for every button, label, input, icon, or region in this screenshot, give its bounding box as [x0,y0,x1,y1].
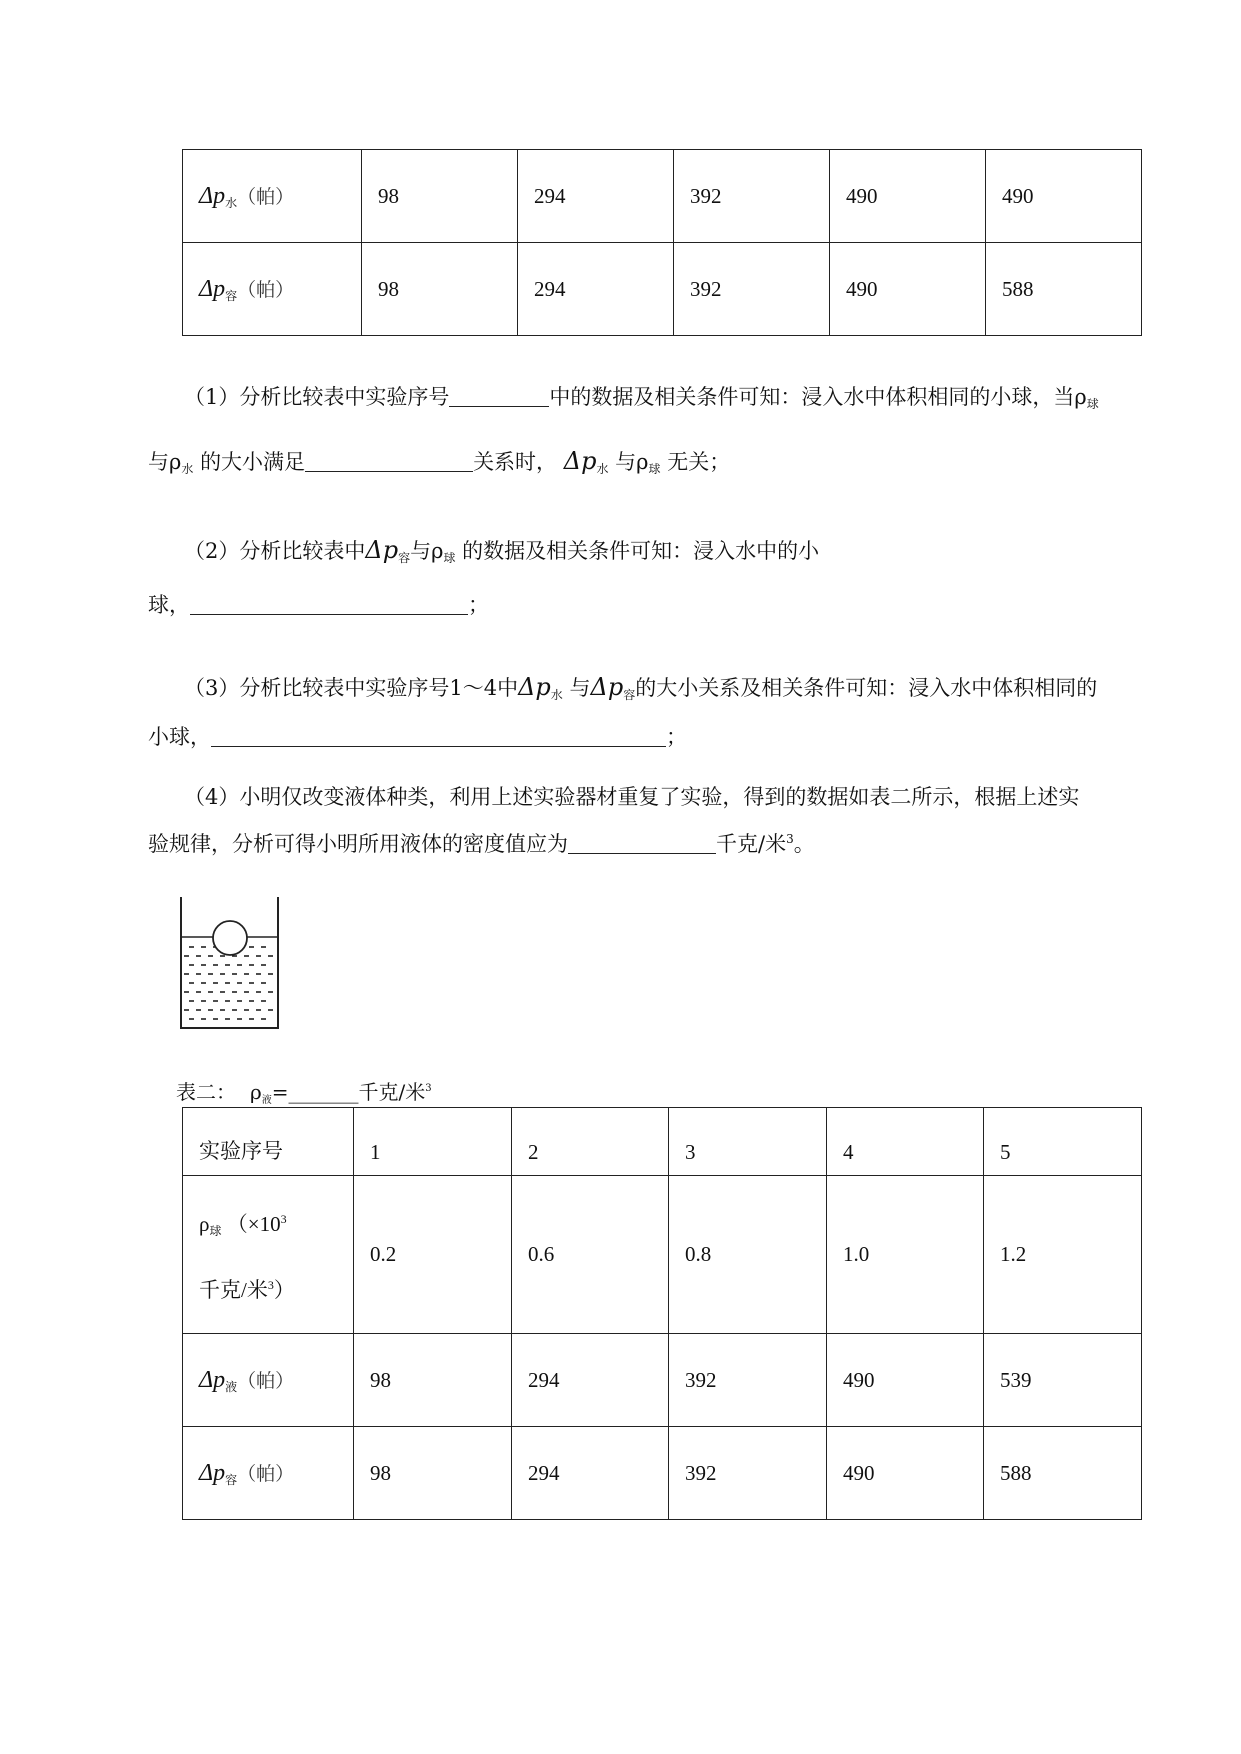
subscript: 容 [398,551,411,565]
superscript: 3 [425,1083,432,1094]
subscript: 球 [443,551,456,565]
question-1-line-1 [184,384,1184,417]
table-cell: 98 [354,1427,512,1520]
header-cell: 5 [984,1108,1142,1176]
q4-text: （4）小明仅改变液体种类，利用上述实验器材重复了实验，得到的数据如表二所示，根据上述实 [184,785,1080,809]
header-cell: 1 [354,1108,512,1176]
table-2 [182,1107,1142,1520]
q1-text: 中的数据及相关条件可知：浸入水中体积相同的小球，当 [549,385,1075,409]
table-cell: 294 [512,1427,669,1520]
q1-text: 的大小满足 [200,450,306,474]
delta-p-symbol: Δp [518,673,551,701]
delta-p-symbol: Δp [563,447,597,475]
question-3-line-1 [184,674,1184,708]
delta-p-symbol: Δp [199,1459,226,1486]
q2-text: 球， [148,593,190,617]
table-cell: 490 [986,150,1142,243]
table-cell: 539 [984,1334,1142,1427]
rho-symbol: ρ [199,1212,210,1236]
rho-symbol: ρ [431,539,444,563]
answer-blank[interactable] [305,451,473,472]
density-text: 千克/米 [199,1278,268,1302]
subscript: 容 [225,288,238,303]
question-2-line-2 [148,592,1148,618]
density-text: ） [273,1278,295,1302]
row-label [183,1334,354,1427]
q4-text: 千克/米 [716,832,787,856]
q1-text: （1）分析比较表中实验序号 [184,385,450,409]
q2-text: 的数据及相关条件可知：浸入水中的小 [462,539,820,563]
table-cell: 98 [362,150,518,243]
q1-text: 关系时， [473,450,558,474]
question-3-line-2 [148,724,1148,750]
table-cell: 490 [827,1427,984,1520]
superscript: 3 [267,1278,274,1292]
table-cell: 98 [362,243,518,336]
beaker-figure [175,895,285,1030]
q1-text: 无关； [667,450,731,474]
delta-p-symbol: Δp [590,673,624,701]
density-label [183,1176,354,1334]
subscript: 液 [225,1379,238,1394]
header-cell: 4 [827,1108,984,1176]
delta-p-symbol: Δp [199,182,226,209]
table-row [183,1334,1142,1427]
q2-text: （2）分析比较表中 [184,539,366,563]
table-cell: 490 [830,243,986,336]
subscript: 容 [225,1472,238,1487]
floating-ball [213,921,247,955]
table-row [183,243,1142,336]
q4-text: 验规律，分析可得小明所用液体的密度值应为 [148,832,568,856]
answer-blank[interactable] [190,594,468,615]
unit-label: （帕） [237,186,295,208]
table-row [183,150,1142,243]
table-cell: 0.8 [669,1176,827,1334]
table-row [183,1427,1142,1520]
row-label [183,243,362,336]
q1-text: 与 [615,450,637,474]
table-cell: 490 [827,1334,984,1427]
table-cell: 588 [986,243,1142,336]
question-4-line-2 [148,826,1148,857]
table-cell: 0.2 [354,1176,512,1334]
table-cell: 98 [354,1334,512,1427]
row-label [183,150,362,243]
table-cell: 294 [518,243,674,336]
table-cell: 294 [512,1334,669,1427]
caption-unit: 千克/米 [358,1080,426,1104]
table-cell: 0.6 [512,1176,669,1334]
subscript: 球 [209,1224,222,1238]
q3-text: 小球， [148,725,211,749]
density-label-line-2 [199,1258,353,1317]
q4-text: 。 [793,832,815,856]
q3-text: （3）分析比较表中实验序号1～4中 [184,676,519,700]
unit-label: （帕） [237,1463,295,1485]
table-cell: 588 [984,1427,1142,1520]
table-cell: 392 [669,1334,827,1427]
question-2-line-1 [184,537,1184,571]
density-text: （×10 [226,1212,281,1236]
table-1 [182,149,1142,336]
q3-text: 的大小关系及相关条件可知：浸入水中体积相同的 [635,676,1098,700]
rho-symbol: ρ [250,1080,262,1104]
row-label [183,1427,354,1520]
rho-symbol: ρ [169,450,182,474]
rho-symbol: ρ [636,450,649,474]
question-1-line-2 [148,448,1148,482]
table-cell: 392 [669,1427,827,1520]
unit-label: （帕） [237,1370,295,1392]
table-cell: 392 [674,243,830,336]
answer-blank[interactable] [449,386,549,407]
answer-blank[interactable] [568,833,716,854]
delta-p-symbol: Δp [199,1366,226,1393]
caption-prefix: 表二： [176,1080,236,1104]
q2-text: 与 [410,539,432,563]
subscript: 球 [648,462,661,476]
subscript: 水 [550,688,563,702]
unit-label: （帕） [237,279,295,301]
table-2-caption [176,1076,432,1106]
caption-blank[interactable]: =_______ [271,1080,359,1104]
density-label-line-1 [199,1192,353,1258]
subscript: 水 [225,195,238,210]
table-row-density [183,1176,1142,1334]
question-4-line-1 [184,784,1184,810]
subscript: 液 [261,1095,272,1106]
header-cell: 3 [669,1108,827,1176]
q3-text: ； [666,725,687,749]
table-cell: 1.0 [827,1176,984,1334]
table-cell: 1.2 [984,1176,1142,1334]
q3-text: 与 [569,676,591,700]
table-header-row [183,1108,1142,1176]
subscript: 球 [1086,397,1099,411]
header-label: 实验序号 [183,1108,354,1176]
subscript: 容 [623,688,636,702]
table-cell: 490 [830,150,986,243]
q2-text: ； [468,593,489,617]
subscript: 水 [596,462,609,476]
header-cell: 2 [512,1108,669,1176]
table-cell: 392 [674,150,830,243]
table-cell: 294 [518,150,674,243]
q1-text: 与 [148,450,169,474]
superscript: 3 [280,1212,287,1226]
superscript: 3 [786,832,794,846]
subscript: 水 [181,462,194,476]
answer-blank[interactable] [211,726,666,747]
rho-symbol: ρ [1074,385,1087,409]
delta-p-symbol: Δp [365,536,399,564]
delta-p-symbol: Δp [199,275,226,302]
